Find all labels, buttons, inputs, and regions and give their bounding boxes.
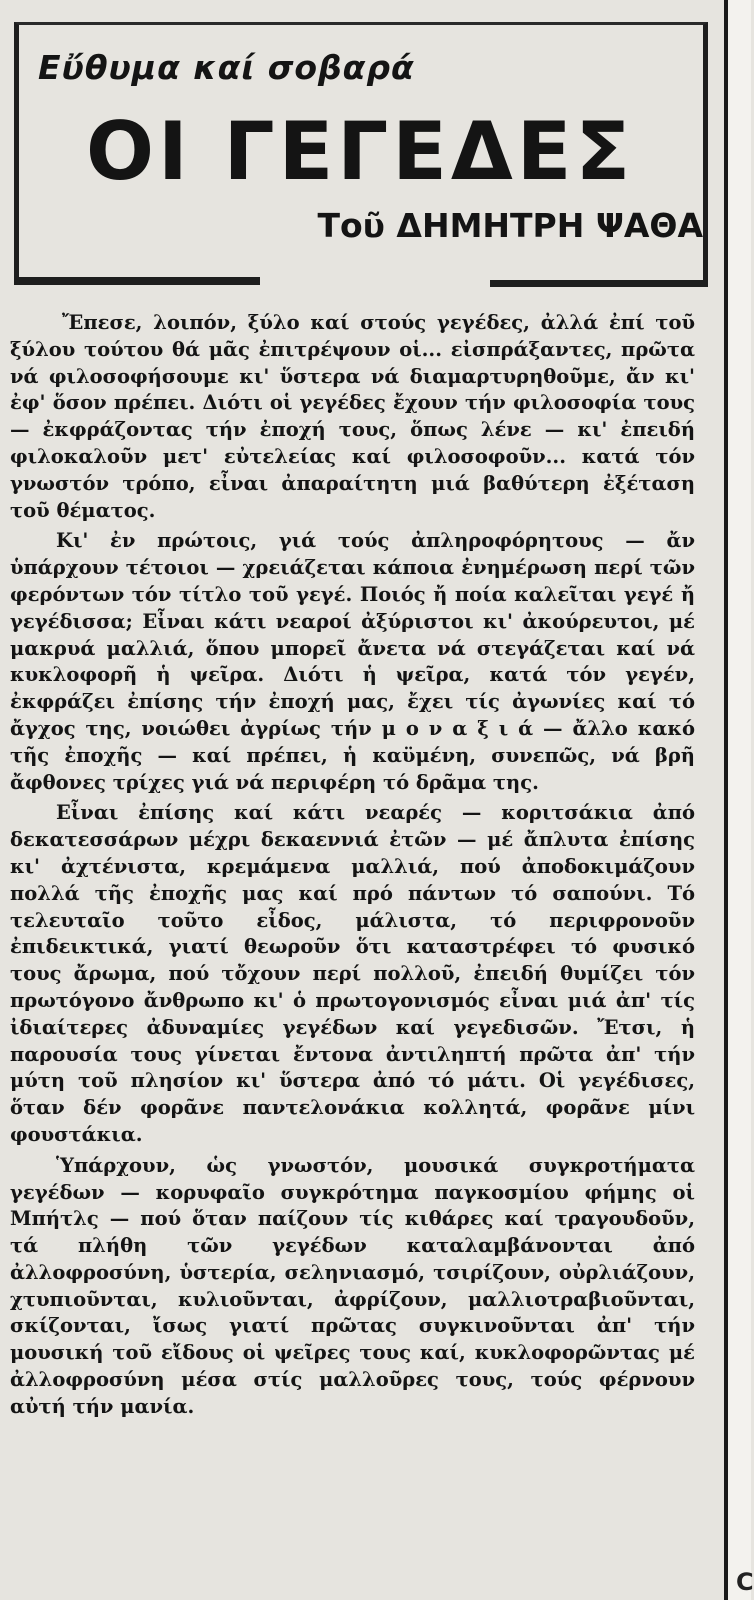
author-byline: Τοῦ ΔΗΜΗΤΡΗ ΨΑΘΑ bbox=[317, 206, 703, 245]
article-paragraph: Εἶναι ἐπίσης καί κάτι νεαρές — κοριτσάκια ἀπό δεκατεσσάρων μέχρι δεκαεννιά ἐτῶν — μέ ἄπλυτα ἐπίσης κι' ἀχτένιστα, κρεμάμενα μαλλιά, πού ἀποδοκιμάζουν πολλά τῆς ἐποχῆς μας καί πρό πάντων τό σαπούνι. Τό τελευταῖο τοῦτο εἶδος, μάλιστα, τό περιφρονοῦν ἐπιδεικτικά, γιατί θεωροῦν ὅτι καταστρέφει τό φυσικό τους ἄρωμα, πού τὄχουν περί πολλοῦ, ἐπειδή θυμίζει τόν πρωτόγονο ἄνθρωπο κι' ὁ πρωτογονισμός εἶναι μιά ἀπ' τίς ἰδιαίτερες ἀδυναμίες γεγέδων καί γεγεδισῶν. Ἔτσι, ἡ παρουσία τους γίνεται ἔντονα ἀντιληπτή πρῶτα ἀπ' τήν μύτη τοῦ πλησίον κι' ὕστερα ἀπό τό μάτι. Οἱ γεγέδισες, ὅταν δέν φορᾶνε παντελονάκια κολλητά, φορᾶνε μίνι φουστάκια. bbox=[10, 801, 695, 1146]
article-paragraph: Ὑπάρχουν, ὡς γνωστόν, μουσικά συγκροτήματα γεγέδων — κορυφαῖο συγκρότημα παγκοσμίου φήμης οἱ Μπήτλς — πού ὅταν παίζουν τίς κιθάρες καί τραγουδοῦν, τά πλήθη τῶν γεγέδων καταλαμβάνονται ἀπό ἀλλοφροσύνη, ὑστερία, σεληνιασμό, τσιρίζουν, οὐρλιάζουν, χτυπιοῦνται, κυλιοῦνται, ἀφρίζουν, μαλλιοτραβιοῦνται, σκίζονται, ἴσως γιατί πρῶτας συγκινοῦνται ἀπ' τήν μουσική τοῦ εἴδους οἱ ψεῖρες τους καί, κυκλοφορῶντας μέ ἀλλοφροσύνη μέσα στίς μαλλοῦρες τους, τούς φέρνουν αὐτή τήν μανία. bbox=[10, 1153, 695, 1418]
frame-rule-left bbox=[14, 277, 260, 285]
frame-rule-right bbox=[490, 280, 708, 287]
article-headline: ΟΙ ΓΕΓΕΔΕΣ bbox=[86, 105, 635, 198]
column-kicker: Εὔθυμα καί σοβαρά bbox=[38, 48, 415, 87]
article-paragraph: Κι' ἐν πρώτοις, γιά τούς ἀπληροφόρητους — ἄν ὑπάρχουν τέτοιοι — χρειάζεται κάποια ἐνημέρωση περί τῶν φερόντων τόν τίτλο τοῦ γεγέ. Ποιός ἤ ποία καλεῖται γεγέ ἤ γεγέδισσα; Εἶναι κάτι νεαροί ἀξύριστοι κι' ἀκούρευτοι, μέ μακρυά μαλλιά, ὅπου μπορεῖ ἄνετα νά στεγάζεται καί νά κυκλοφορῆ ἡ ψεῖρα. Διότι ἡ ψεῖρα, κατά τόν γεγέν, ἐκφράζει ἐπίσης τήν ἐποχή μας, ἔχει τίς ἀγωνίες καί τό ἄγχος της, νοιώθει ἀγρίως τήν μ ο ν α ξ ι ά — ἄλλο κακό τῆς ἐποχῆς — καί πρέπει, ἡ καϋμένη, συνεπῶς, νά βρῆ ἄφθονες τρίχες γιά νά περιφέρη τό δρᾶμα της. bbox=[10, 529, 695, 794]
article-paragraph: Ἔπεσε, λοιπόν, ξύλο καί στούς γεγέδες, ἀλλά ἐπί τοῦ ξύλου τούτου θά μᾶς ἐπιτρέψουν οἱ... εἰσπράξαντες, πρῶτα νά φιλοσοφήσουμε κι' ὕστερα νά διαμαρτυρηθοῦμε, ἄν κι' ἐφ' ὅσον πρέπει. Διότι οἱ γεγέδες ἔχουν τήν φιλοσοφία τους — ἐκφράζοντας τήν ἐποχή τους, ὅπως λένε — κι' ἐπειδή φιλοκαλοῦν μετ' εὐτελείας καί φιλοσοφοῦν... κατά τόν γνωστόν τρόπο, εἶναι ἀπαραίτητη μιά βαθύτερη ἐξέταση τοῦ θέματος. bbox=[10, 311, 695, 522]
adjacent-column-glyph: C bbox=[736, 1568, 754, 1596]
article-body bbox=[10, 310, 695, 1425]
adjacent-column-margin bbox=[728, 0, 751, 1600]
